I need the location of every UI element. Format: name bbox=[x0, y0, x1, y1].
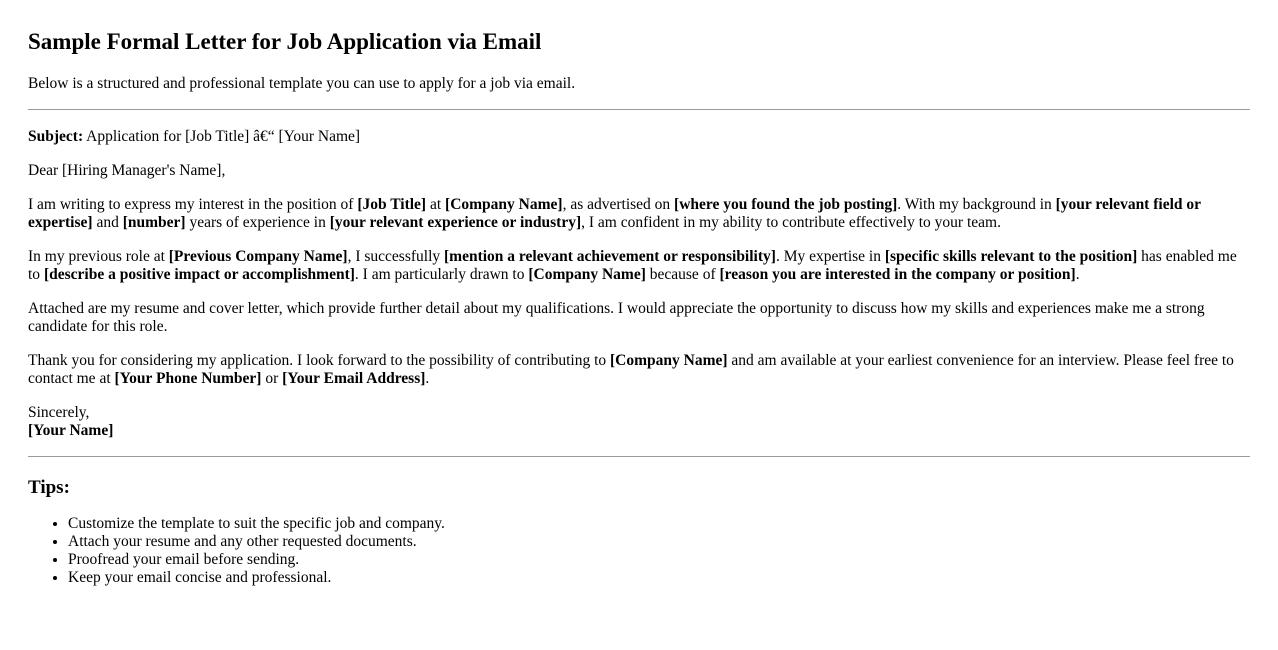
placeholder-field: [Your Email Address] bbox=[282, 370, 426, 387]
signoff: Sincerely, bbox=[28, 404, 90, 421]
placeholder-field: [Company Name] bbox=[610, 352, 728, 369]
letter-text: at bbox=[426, 196, 446, 213]
placeholder-field: [Previous Company Name] bbox=[168, 248, 348, 265]
letter-text: because of bbox=[645, 266, 720, 283]
subject-line bbox=[28, 128, 1250, 146]
greeting: Dear [Hiring Manager's Name], bbox=[28, 162, 226, 179]
placeholder-field: [your relevant experience or industry] bbox=[329, 214, 582, 231]
placeholder-field: [Job Title] bbox=[357, 196, 427, 213]
divider-bottom bbox=[28, 456, 1250, 457]
letter-text: , I successfully bbox=[347, 248, 444, 265]
letter-text: I am writing to express my interest in the position of bbox=[28, 196, 358, 213]
tips-list bbox=[28, 515, 1250, 587]
letter-paragraph-4 bbox=[28, 352, 1250, 388]
placeholder-field: [Your Phone Number] bbox=[114, 370, 262, 387]
letter-text: . bbox=[1075, 266, 1080, 283]
letter-text: In my previous role at bbox=[28, 248, 169, 265]
placeholder-field: [Company Name] bbox=[528, 266, 646, 283]
closing bbox=[28, 404, 1250, 440]
tip-item: • Keep your email concise and professional. bbox=[68, 569, 1250, 587]
letter-paragraph-3 bbox=[28, 300, 1250, 336]
placeholder-field: [Company Name] bbox=[445, 196, 563, 213]
divider-top bbox=[28, 109, 1250, 110]
letter-paragraph-1 bbox=[28, 196, 1250, 232]
intro-text: Below is a structured and professional template you can use to apply for a job via email. bbox=[28, 75, 576, 92]
signature-name: [Your Name] bbox=[28, 422, 114, 439]
letter-text: , I am confident in my ability to contribute effectively to your team. bbox=[581, 214, 1001, 231]
tip-item: • Customize the template to suit the specific job and company. bbox=[68, 515, 1250, 533]
tip-item: • Attach your resume and any other requested documents. bbox=[68, 533, 1250, 551]
subject-text: Application for [Job Title] â€“ [Your Name] bbox=[83, 128, 361, 145]
placeholder-field: [where you found the job posting] bbox=[674, 196, 898, 213]
placeholder-field: [specific skills relevant to the position] bbox=[884, 248, 1138, 265]
letter-text: . With my background in bbox=[897, 196, 1056, 213]
letter-text: , as advertised on bbox=[562, 196, 675, 213]
letter-text: years of experience in bbox=[185, 214, 330, 231]
letter-text: or bbox=[261, 370, 283, 387]
tips-heading: Tips: bbox=[28, 477, 70, 498]
letter-text: and am available at your earliest convenience for an interview. Please feel free to contact me at bbox=[28, 352, 1234, 387]
letter-text: . My expertise in bbox=[775, 248, 885, 265]
page-title: Sample Formal Letter for Job Application via Email bbox=[28, 29, 542, 54]
letter-text: and bbox=[92, 214, 123, 231]
letter-text: Attached are my resume and cover letter, which provide further detail about my qualifications. I would appreciate the opportunity to discuss how my skills and experiences make me a strong candidate for this role. bbox=[28, 300, 1205, 335]
letter-text: . I am particularly drawn to bbox=[354, 266, 529, 283]
placeholder-field: [your relevant field or expertise] bbox=[28, 196, 1201, 231]
subject-label: Subject: bbox=[28, 128, 84, 145]
letter-text: Thank you for considering my application. I look forward to the possibility of contributing to bbox=[28, 352, 611, 369]
letter-text: has enabled me to bbox=[28, 248, 1237, 283]
letter-text: . bbox=[425, 370, 430, 387]
placeholder-field: [reason you are interested in the company or position] bbox=[719, 266, 1076, 283]
tip-item: • Proofread your email before sending. bbox=[68, 551, 1250, 569]
letter-paragraph-2 bbox=[28, 248, 1250, 284]
placeholder-field: [number] bbox=[122, 214, 186, 231]
placeholder-field: [describe a positive impact or accomplishment] bbox=[43, 266, 355, 283]
placeholder-field: [mention a relevant achievement or responsibility] bbox=[444, 248, 776, 265]
